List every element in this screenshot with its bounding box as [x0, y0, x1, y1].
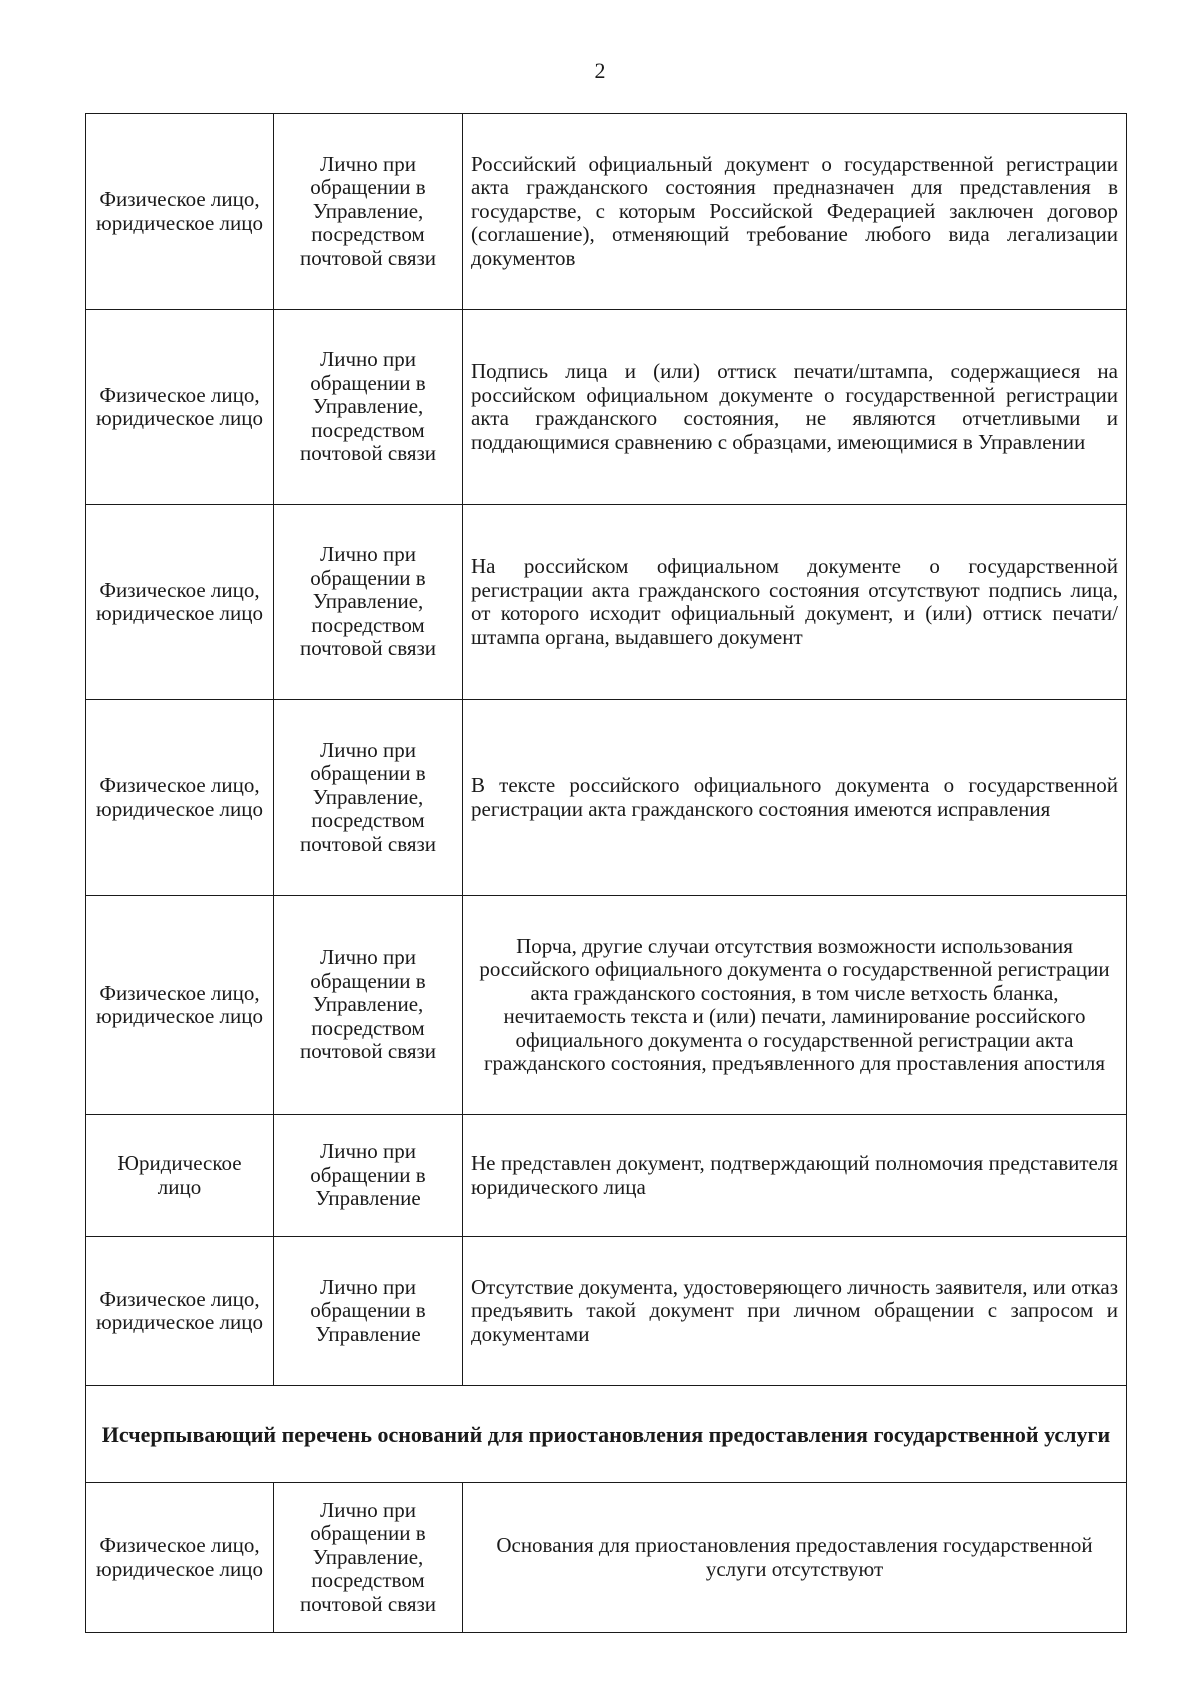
- method-cell: Лично при обращении в Управление, посредством почтовой связи: [274, 310, 463, 505]
- table-row: [86, 1115, 1127, 1237]
- applicant-cell: Физическое лицо, юридическое лицо: [86, 1237, 274, 1386]
- method-cell: Лично при обращении в Управление: [274, 1115, 463, 1237]
- table-row: [86, 896, 1127, 1115]
- table-row: [86, 505, 1127, 700]
- reason-cell: Не представлен документ, подтверждающий полномочия представителя юридического лица: [463, 1115, 1127, 1237]
- applicant-cell: Физическое лицо, юридическое лицо: [86, 700, 274, 896]
- table-row: [86, 114, 1127, 310]
- reason-cell: Российский официальный документ о государственной регистрации акта гражданского состояния предназначен для представления в государстве, с которым Российской Федерацией заключен договор (соглашение), отменяющий требование любого вида легализации документов: [463, 114, 1127, 310]
- method-cell: Лично при обращении в Управление, посредством почтовой связи: [274, 700, 463, 896]
- reason-cell: В тексте российского официального документа о государственной регистрации акта гражданского состояния имеются исправления: [463, 700, 1127, 896]
- applicant-cell: Юридическое лицо: [86, 1115, 274, 1237]
- method-cell: Лично при обращении в Управление, посредством почтовой связи: [274, 896, 463, 1115]
- applicant-cell: Физическое лицо, юридическое лицо: [86, 114, 274, 310]
- method-cell: Лично при обращении в Управление, посредством почтовой связи: [274, 505, 463, 700]
- reason-cell: На российском официальном документе о государственной регистрации акта гражданского состояния отсутствуют подпись лица, от которого исходит официальный документ, и (или) оттиск печати/штампа органа, выдавшего документ: [463, 505, 1127, 700]
- applicant-cell: Физическое лицо, юридическое лицо: [86, 1483, 274, 1633]
- method-cell: Лично при обращении в Управление, посредством почтовой связи: [274, 114, 463, 310]
- section-heading: Исчерпывающий перечень оснований для приостановления предоставления государственной услуги: [86, 1386, 1127, 1483]
- reason-cell: Подпись лица и (или) оттиск печати/штампа, содержащиеся на российском официальном документе о государственной регистрации акта гражданского состояния, не являются отчетливыми и поддающимися сравнению с образцами, имеющимися в Управлении: [463, 310, 1127, 505]
- reason-cell: Отсутствие документа, удостоверяющего личность заявителя, или отказ предъявить такой документ при личном обращении с запросом и документами: [463, 1237, 1127, 1386]
- method-cell: Лично при обращении в Управление, посредством почтовой связи: [274, 1483, 463, 1633]
- grounds-table: [85, 113, 1127, 1633]
- table-row: [86, 1237, 1127, 1386]
- table-row: [86, 1483, 1127, 1633]
- section-heading-row: [86, 1386, 1127, 1483]
- page-number: 2: [594, 58, 606, 83]
- table-row: [86, 700, 1127, 896]
- table-row: [86, 310, 1127, 505]
- method-cell: Лично при обращении в Управление: [274, 1237, 463, 1386]
- reason-cell: Основания для приостановления предоставления государственной услуги отсутствуют: [463, 1483, 1127, 1633]
- applicant-cell: Физическое лицо, юридическое лицо: [86, 896, 274, 1115]
- applicant-cell: Физическое лицо, юридическое лицо: [86, 310, 274, 505]
- applicant-cell: Физическое лицо, юридическое лицо: [86, 505, 274, 700]
- reason-cell: Порча, другие случаи отсутствия возможности использования российского официального документа о государственной регистрации акта гражданского состояния, в том числе ветхость бланка, нечитаемость текста и (или) печати, ламинирование российского официального документа о государственной регистрации акта гражданского состояния, предъявленного для проставления апостиля: [463, 896, 1127, 1115]
